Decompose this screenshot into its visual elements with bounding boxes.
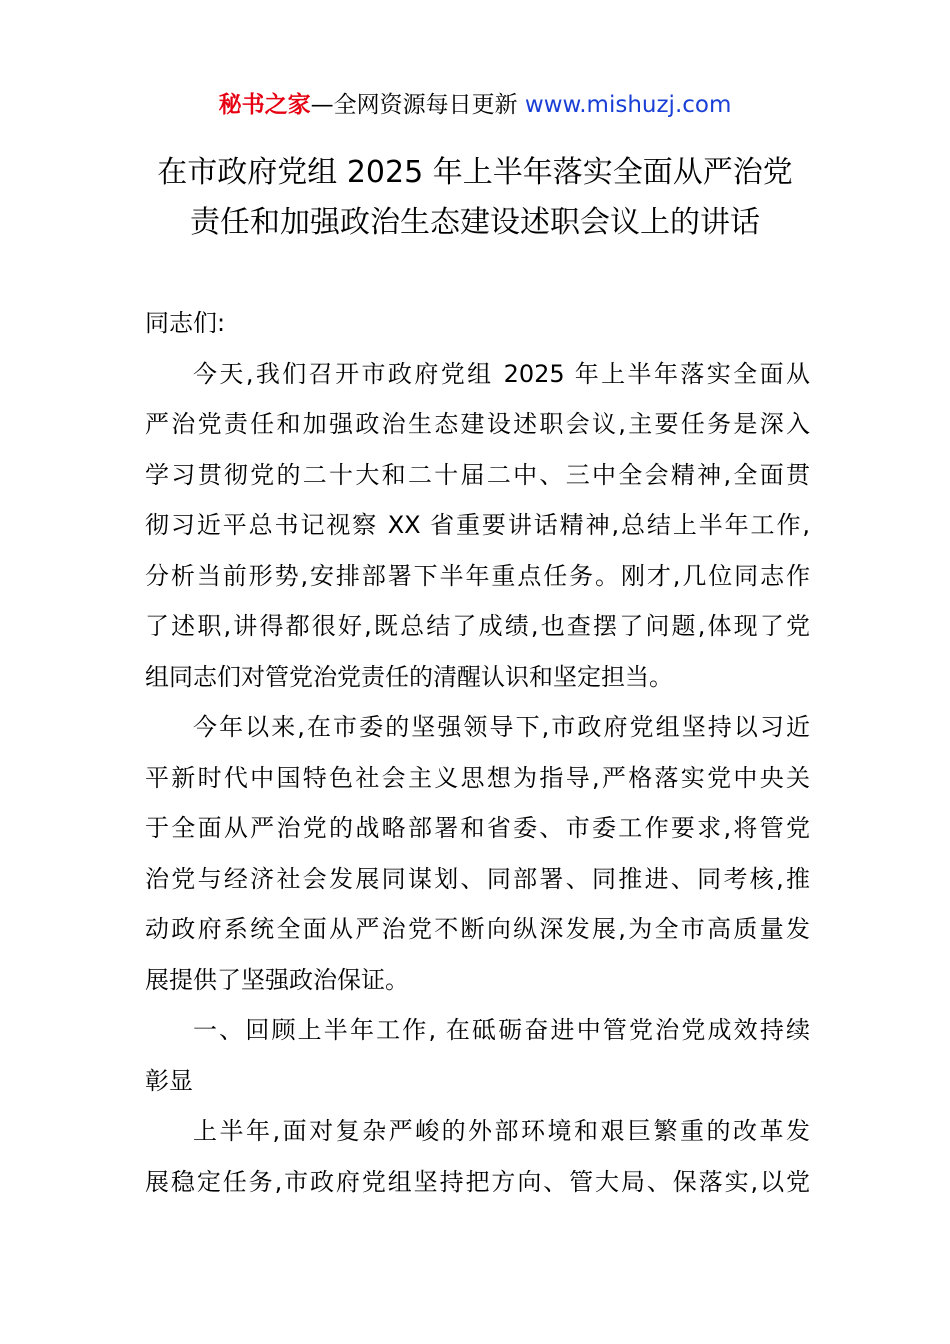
body-line: 分析当前形势,安排部署下半年重点任务。刚才,几位同志作	[145, 561, 810, 590]
body-line: 展提供了坚强政治保证。	[145, 965, 409, 994]
body-line: 彻习近平总书记视察 XX 省重要讲话精神,总结上半年工作,	[145, 511, 810, 539]
body-line: 上半年,面对复杂严峻的外部环境和艰巨繁重的改革发	[193, 1117, 810, 1145]
body-line: 严治党责任和加强政治生态建设述职会议,主要任务是深入	[145, 410, 810, 438]
brand-name: 秘书之家	[218, 92, 311, 118]
header-tagline: —全网资源每日更新	[310, 92, 525, 118]
site-header	[0, 88, 950, 122]
body-line: 展稳定任务,市政府党组坚持把方向、管大局、保落实,以党	[145, 1167, 810, 1196]
site-url-link[interactable]: www.mishuzj.com	[524, 92, 732, 118]
body-line: 治党与经济社会发展同谋划、同部署、同推进、同考核,推	[145, 864, 810, 893]
body-line: 学习贯彻党的二十大和二十届二中、三中全会精神,全面贯	[145, 460, 810, 489]
body-line: 平新时代中国特色社会主义思想为指导,严格落实党中央关	[145, 763, 810, 792]
section-heading-line: 彰显	[145, 1066, 193, 1095]
document-body	[145, 298, 810, 1207]
body-line: 组同志们对管党治党责任的清醒认识和坚定担当。	[145, 662, 673, 691]
document-title	[100, 148, 850, 248]
title-line-2: 责任和加强政治生态建设述职会议上的讲话	[190, 205, 760, 240]
body-line: 了述职,讲得都很好,既总结了成绩,也查摆了问题,体现了党	[145, 612, 810, 640]
body-line: 于全面从严治党的战略部署和省委、市委工作要求,将管党	[145, 814, 810, 842]
body-line: 今天,我们召开市政府党组 2025 年上半年落实全面从	[193, 359, 810, 388]
salutation: 同志们:	[145, 309, 226, 337]
section-heading-line: 一、回顾上半年工作, 在砥砺奋进中管党治党成效持续	[193, 1016, 810, 1044]
body-line: 动政府系统全面从严治党不断向纵深发展,为全市高质量发	[145, 915, 810, 943]
title-line-1: 在市政府党组 2025 年上半年落实全面从严治党	[157, 155, 793, 190]
body-line: 今年以来,在市委的坚强领导下,市政府党组坚持以习近	[193, 713, 810, 741]
